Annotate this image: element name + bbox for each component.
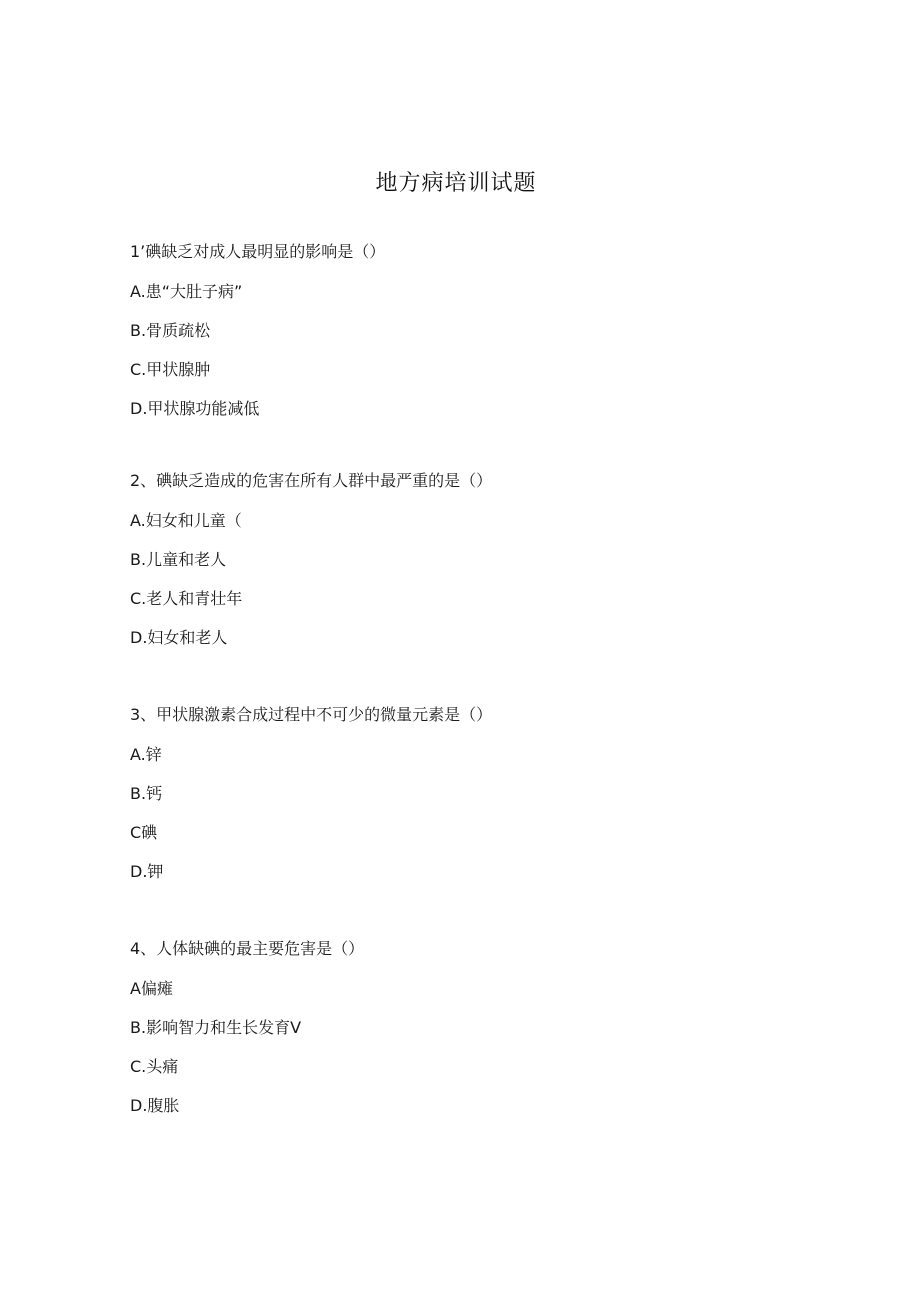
question-3-option-c: C碘 (130, 823, 158, 842)
question-1-option-c: C.甲状腺肿 (130, 360, 211, 379)
question-2-option-b: B.儿童和老人 (130, 550, 227, 569)
question-2-text: 2、碘缺乏造成的危害在所有人群中最严重的是（） (130, 471, 493, 490)
question-4-option-b: B.影响智力和生长发育V (130, 1018, 302, 1037)
question-4 (130, 939, 830, 1116)
question-4-option-c: C.头痛 (130, 1057, 179, 1076)
question-3-option-d: D.钾 (130, 862, 164, 881)
question-1-text: 1’碘缺乏对成人最明显的影响是（） (130, 242, 386, 261)
question-4-text: 4、人体缺碘的最主要危害是（） (130, 939, 365, 958)
question-3-text: 3、甲状腺激素合成过程中不可少的微量元素是（） (130, 705, 493, 724)
question-1-option-d: D.甲状腺功能减低 (130, 399, 260, 418)
question-4-options (130, 979, 830, 1116)
page-title: 地方病培训试题 (375, 171, 537, 196)
question-1-option-a: A.患“大肚子病” (130, 282, 243, 301)
question-1 (130, 242, 830, 419)
question-2 (130, 471, 830, 648)
question-3 (130, 705, 830, 882)
question-3-option-b: B.钙 (130, 784, 163, 803)
question-2-option-c: C.老人和青壮年 (130, 589, 243, 608)
question-2-option-d: D.妇女和老人 (130, 628, 228, 647)
question-1-options (130, 282, 830, 419)
question-4-option-a: A偏瘫 (130, 979, 173, 998)
question-4-option-d: D.腹胀 (130, 1096, 180, 1115)
question-2-options (130, 511, 830, 648)
question-3-options (130, 745, 830, 882)
question-1-option-b: B.骨质疏松 (130, 321, 211, 340)
question-3-option-a: A.锌 (130, 745, 162, 764)
question-2-option-a: A.妇女和儿童（ (130, 511, 242, 530)
